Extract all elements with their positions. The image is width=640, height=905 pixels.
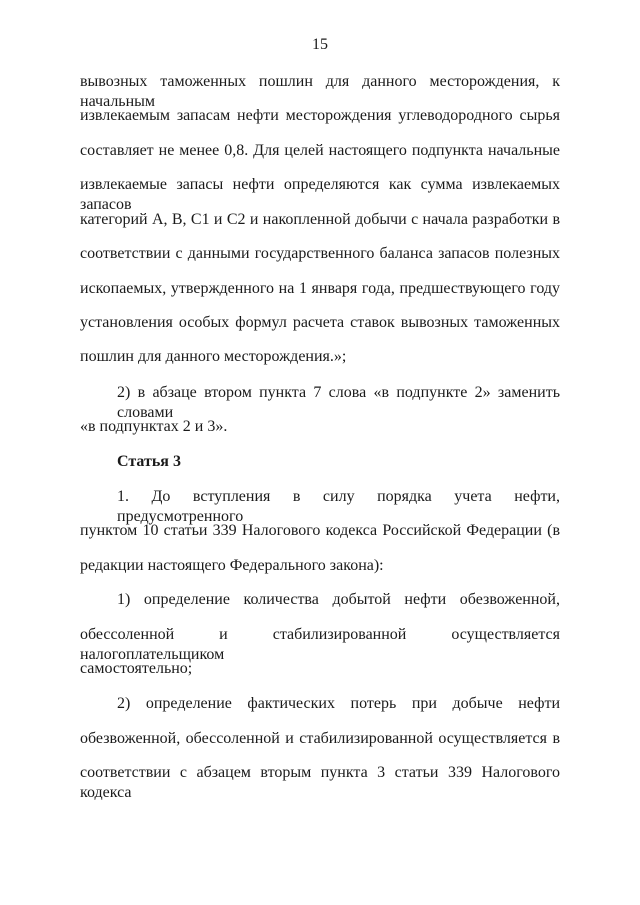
text-line: самостоятельно; [80,660,193,677]
text-line: вывозных таможенных пошлин для данного месторождения, к начальным [80,73,560,110]
text-line: ископаемых, утвержденного на 1 января года, предшествующего году [80,280,560,297]
text-line: пошлин для данного месторождения.»; [80,348,347,365]
text-line: категорий А, В, С1 и С2 и накопленной добычи с начала разработки в [80,211,560,228]
text-line: обессоленной и стабилизированной осуществляется налогоплательщиком [80,626,560,663]
text-line: 1. До вступления в силу порядка учета нефти, предусмотренного [117,488,560,525]
text-line: редакции настоящего Федерального закона): [80,557,384,574]
page-number: 15 [312,36,328,53]
text-line: 2) в абзаце втором пункта 7 слова «в подпункте 2» заменить словами [117,384,560,421]
text-line: пунктом 10 статьи 339 Налогового кодекса Российской Федерации (в [80,522,560,539]
text-line: соответствии с абзацем вторым пункта 3 статьи 339 Налогового кодекса [80,764,560,801]
text-line: установления особых формул расчета ставок вывозных таможенных [80,314,560,331]
text-line: «в подпунктах 2 и 3». [80,418,228,435]
text-line: извлекаемым запасам нефти месторождения углеводородного сырья [80,107,560,124]
text-line: извлекаемые запасы нефти определяются как сумма извлекаемых запасов [80,176,560,213]
text-line: 1) определение количества добытой нефти обезвоженной, [117,591,560,608]
text-line: составляет не менее 0,8. Для целей настоящего подпункта начальные [80,142,560,159]
article-heading: Статья 3 [117,453,181,470]
text-line: обезвоженной, обессоленной и стабилизированной осуществляется в [80,730,560,747]
text-line: 2) определение фактических потерь при добыче нефти [117,695,560,712]
text-line: соответствии с данными государственного баланса запасов полезных [80,245,560,262]
